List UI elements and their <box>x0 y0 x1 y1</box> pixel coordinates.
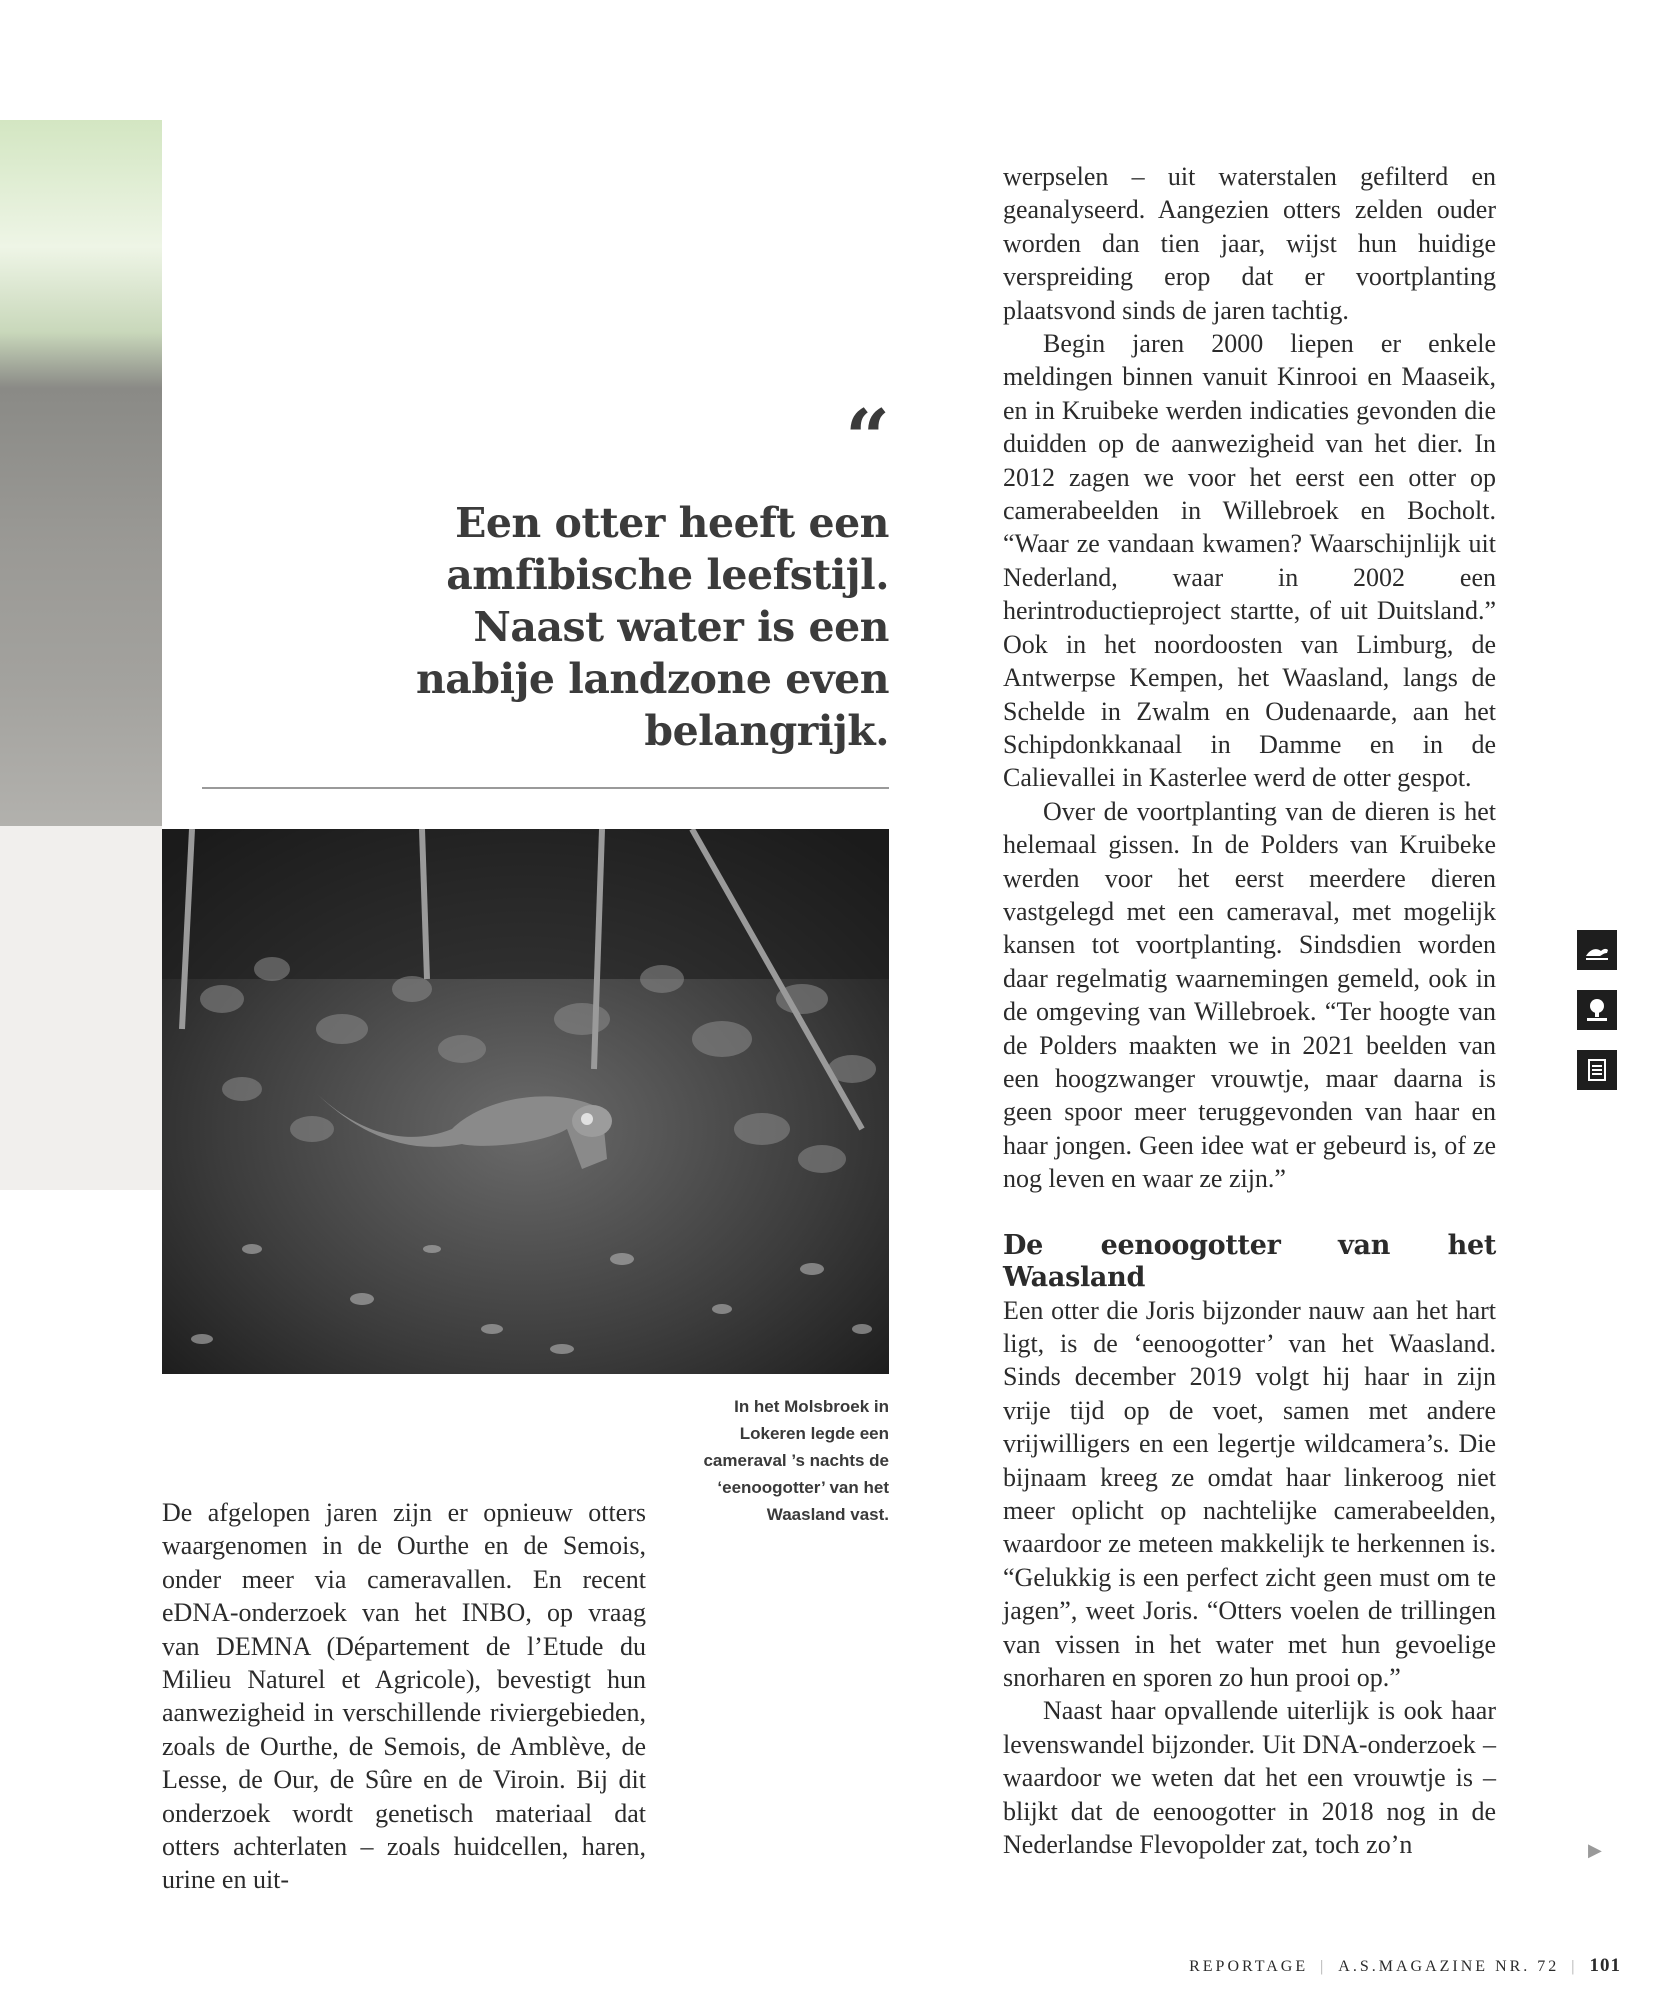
otter-icon[interactable] <box>1577 930 1617 970</box>
document-icon[interactable] <box>1577 1050 1617 1090</box>
right-column <box>1003 160 1496 1862</box>
body-paragraph: werpselen – uit waterstalen gefilterd en geanalyseerd. Aangezien otters zelden ouder worden dan tien jaar, wijst hun huidige verspreiding erop dat er voortplanting plaatsvond sinds de jaren tachtig. <box>1003 162 1496 325</box>
side-icon-bar <box>1577 930 1617 1110</box>
page-footer <box>1189 1955 1621 1977</box>
footer-separator: | <box>1320 1958 1327 1975</box>
footer-section: REPORTAGE <box>1189 1958 1309 1975</box>
tree-icon[interactable] <box>1577 990 1617 1030</box>
body-paragraph: Over de voortplanting van de dieren is het helemaal gissen. In de Polders van Kruibeke werden voor het eerst meerdere dieren vastgelegd met een cameraval, met mogelijk kansen tot voortplanting. Sindsdien worden daar regelmatig waarnemingen gemeld, ook in de omgeving van Willebroek. “Ter hoogte van de Polders maakten we in 2021 beelden van een hoogzwanger vrouwtje, maar daarna is geen spoor meer teruggevonden van haar en haar jongen. Geen idee wat er gebeurd is, of ze nog leven en waar ze zijn.” <box>1003 796 1496 1194</box>
divider-rule <box>202 787 889 789</box>
side-color-block <box>0 826 162 1190</box>
body-paragraph: Naast haar opvallende uiterlijk is ook haar levenswandel bijzonder. Uit DNA-onderzoek – waardoor we weten dat het een vrouwtje is – blijkt dat de eenoogotter in 2018 nog in de Nederlandse Flevopolder zat, toch zo’n <box>1003 1696 1496 1860</box>
next-page-arrow-icon[interactable]: ▶ <box>1588 1840 1602 1861</box>
footer-magazine: A.S.MAGAZINE NR. 72 <box>1338 1958 1560 1975</box>
body-paragraph: De afgelopen jaren zijn er opnieuw otters waargenomen in de Ourthe en de Semois, onder meer via cameravallen. En recent eDNA-onderzoek van het INBO, op vraag van DEMNA (Département de l’Etude du Milieu Naturel et Agricole), bevestigt hun aanwezigheid in verschillende riviergebieden, zoals de Ourthe, de Semois, de Amblève, de Lesse, de Our, de Sûre en de Viroin. Bij dit onderzoek wordt genetisch materiaal dat otters achterlaten – zoals huidcellen, haren, urine en uit- <box>162 1498 646 1895</box>
body-paragraph: Een otter die Joris bijzonder nauw aan het hart ligt, is de ‘eenoogotter’ van het Waasland. Sinds december 2019 volgt hij haar in zijn vrije tijd op de voet, samen met andere vrijwilligers en een legertje wildcamera’s. Die bijnaam kreeg ze omdat haar linkeroog niet meer oplicht op nachtelijke camerabeelden, waardoor ze meteen makkelijk te herkennen is. “Gelukkig is een perfect zicht geen must om te jagen”, weet Joris. “Otters voelen de trillingen van vissen in het water met hun gevoelige snorharen en sporen zo hun prooi op.” <box>1003 1295 1496 1693</box>
photo-caption: In het Molsbroek in Lokeren legde een cameraval ’s nachts de ‘eenoogotter’ van het Waasland vast. <box>703 1397 889 1524</box>
otter-night-photo <box>162 829 889 1374</box>
quote-mark: “ <box>845 393 890 484</box>
left-column <box>162 1496 646 1897</box>
section-subheading: De eenoogotter van het Waasland <box>1003 1229 1496 1293</box>
body-paragraph: Begin jaren 2000 liepen er enkele meldingen binnen vanuit Kinrooi en Maaseik, en in Kruibeke werden indicaties gevonden die duidden op de aanwezigheid van het dier. In 2012 zagen we voor het eerst een otter op camerabeelden in Willebroek en Bocholt. “Waar ze vandaan kwamen? Waarschijnlijk uit Nederland, waar in 2002 een herintroductieproject startte, of uit Duitsland.” Ook in het noordoosten van Limburg, de Antwerpse Kempen, het Waasland, langs de Schelde in Zwalm en Oudenaarde, aan het Schipdonkkanaal in Damme en in de Calievallei in Kasterlee werd de otter gespot. <box>1003 329 1496 793</box>
pull-quote: Een otter heeft een amfibische leefstijl. Naast water is een nabije landzone even belangrijk. <box>415 499 889 755</box>
side-photo-strip <box>0 120 162 826</box>
footer-separator: | <box>1571 1958 1578 1975</box>
page-number: 101 <box>1589 1955 1621 1976</box>
